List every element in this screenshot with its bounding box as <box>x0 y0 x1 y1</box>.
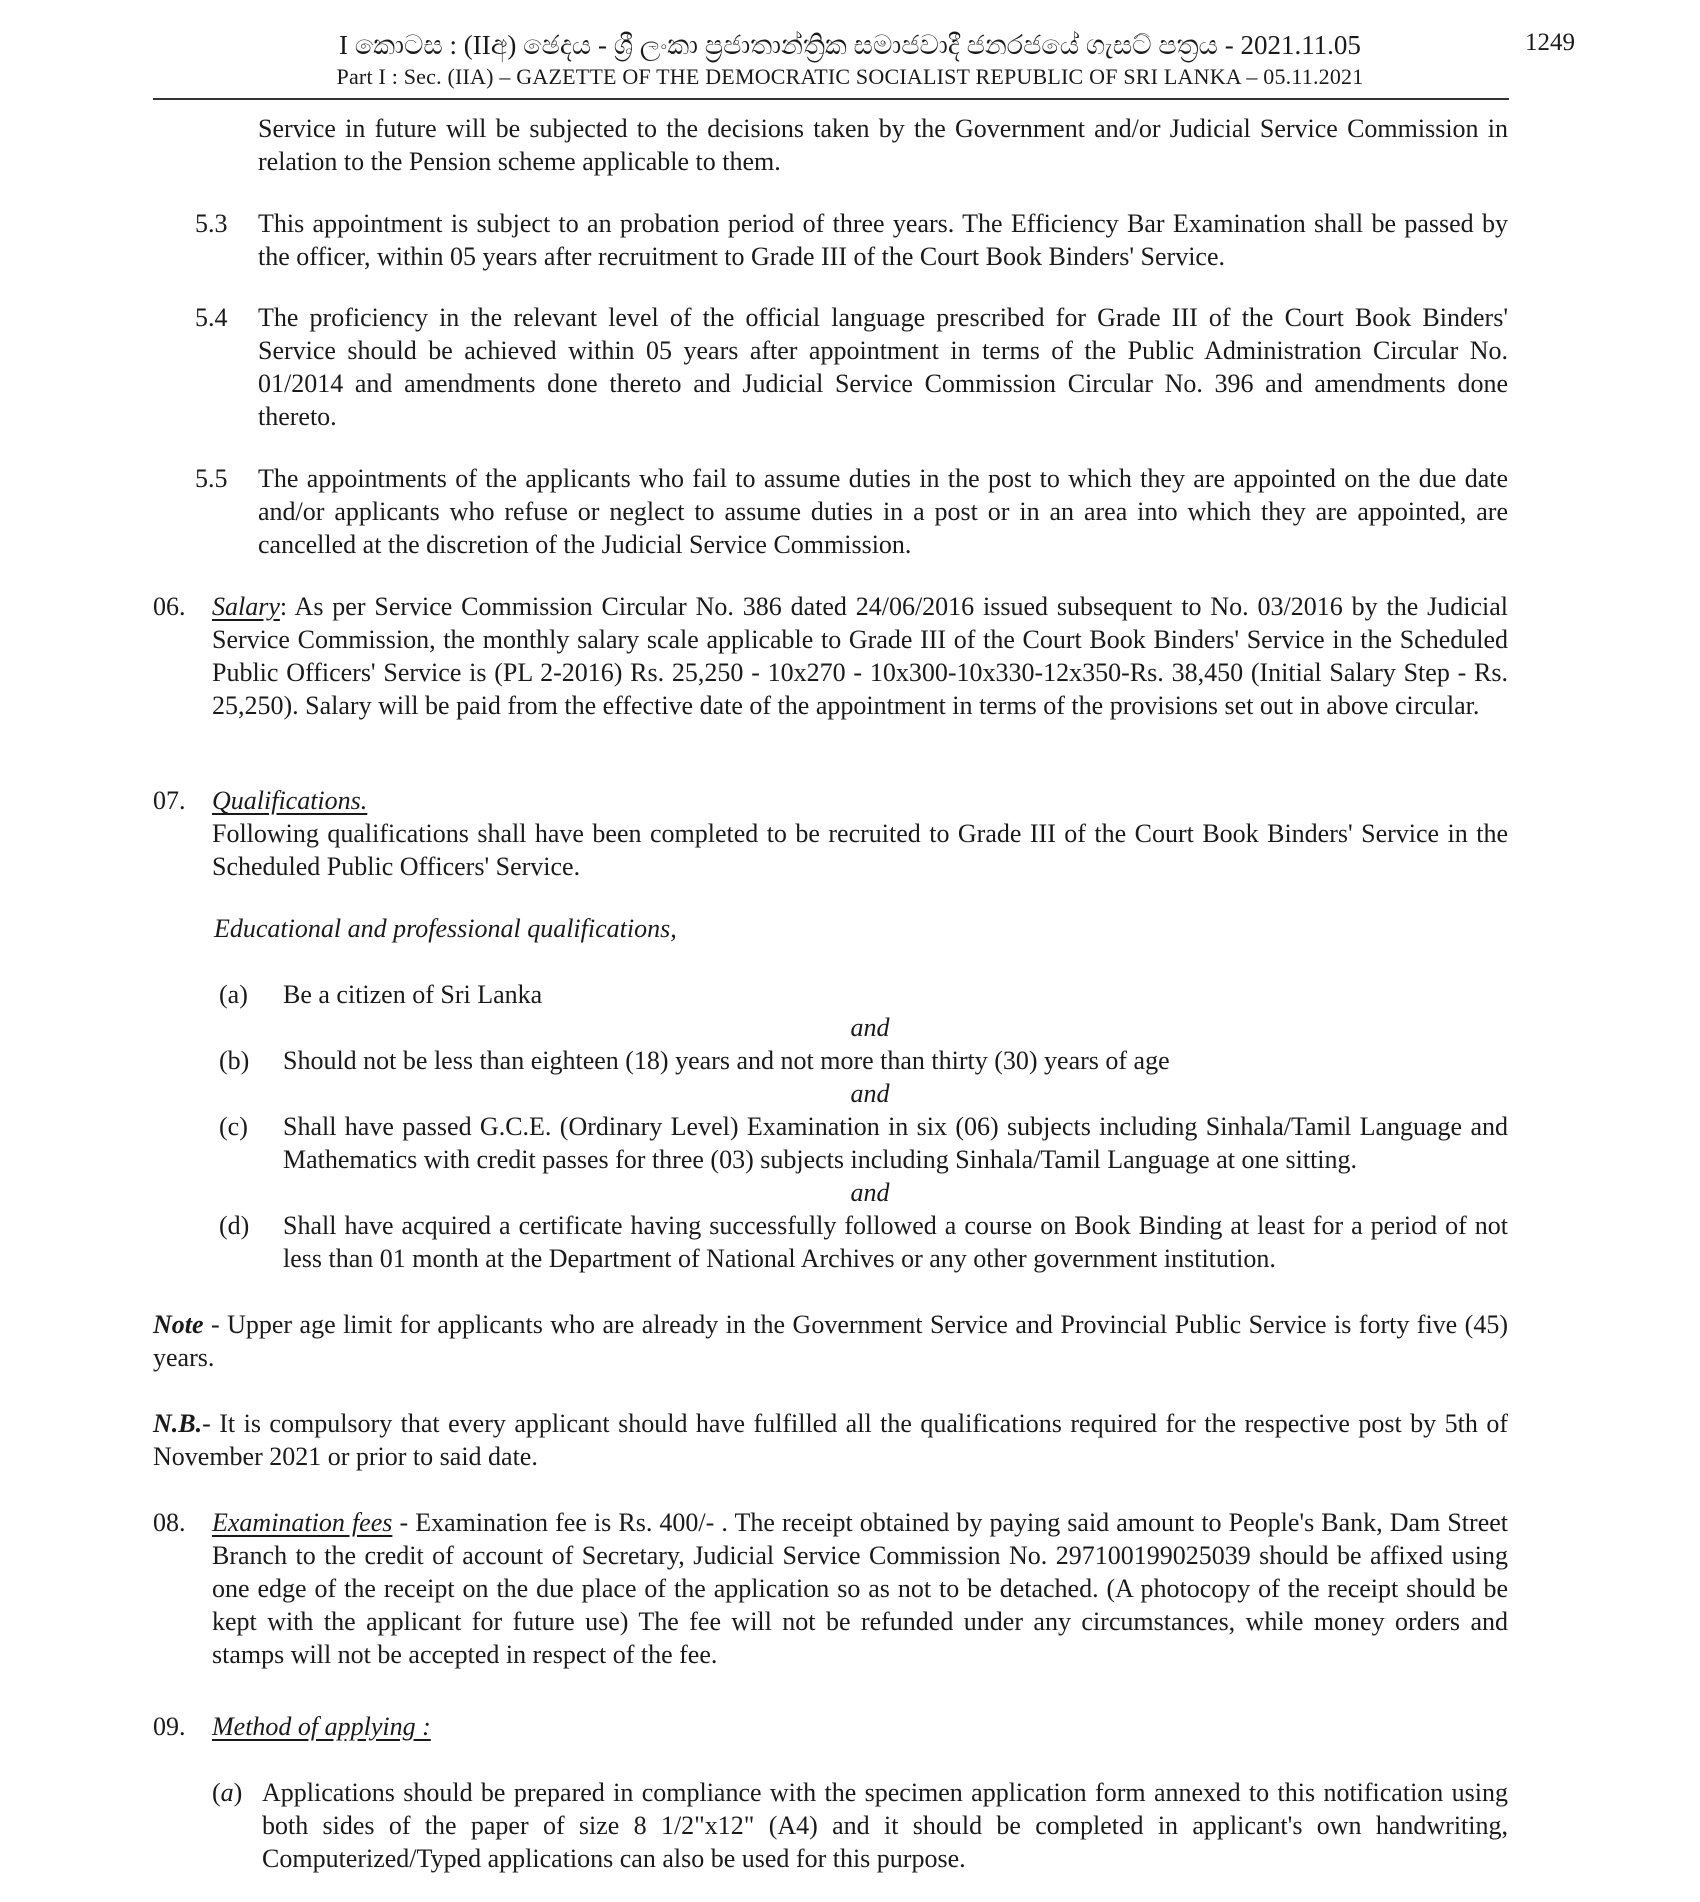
qualifications-subheading: Educational and professional qualifications, <box>214 914 677 943</box>
item-d-text: Shall have acquired a certificate having successfully followed a course on Book Binding at least for a period of not less than 01 month at the Department of National Archives or any other government institution. <box>283 1211 1508 1273</box>
section-salary <box>212 590 1508 722</box>
header-rule <box>153 98 1509 100</box>
nb-paragraph <box>153 1407 1508 1473</box>
qualifications-heading: Qualifications. <box>212 786 368 815</box>
item-c-text: Shall have passed G.C.E. (Ordinary Level) Examination in six (06) subjects including Sinhala/Tamil Language and Mathematics with credit passes for three (03) subjects including Sinhala/Tamil Language at one sitting. <box>283 1112 1508 1174</box>
section-number: 08. <box>153 1508 186 1537</box>
note-label: Note <box>153 1310 204 1339</box>
section-number: 07. <box>153 786 186 815</box>
examination-fees-text: - Examination fee is Rs. 400/- . The receipt obtained by paying said amount to People's Bank, Dam Street Branch to the credit of account of Secretary, Judicial Service Commission No. 297100199025039 should be affixed using one edge of the receipt on the due place of the application so as not to be detached. (A photocopy of the receipt should be kept with the applicant for future use) The fee will not be refunded under any circumstances, while money orders and stamps will not be accepted in respect of the fee. <box>212 1508 1508 1669</box>
note-paragraph <box>153 1308 1508 1374</box>
method-of-applying-heading: Method of applying : <box>212 1712 431 1741</box>
clause-5-3-text: This appointment is subject to an probation period of three years. The Efficiency Bar Examination shall be passed by the officer, within 05 years after recruitment to Grade III of the Court Book Binders' Service. <box>258 209 1508 271</box>
item-a-text: Be a citizen of Sri Lanka <box>283 980 543 1009</box>
salary-heading: Salary <box>212 592 280 621</box>
examination-fees-heading: Examination fees <box>212 1508 393 1537</box>
method-item-a-text: Applications should be prepared in compliance with the specimen application form annexed to this notification using both sides of the paper of size 8 1/2"x12" (A4) and it should be completed in applicant's own handwriting, Computerized/Typed applications can also be used for this purpose. <box>262 1778 1508 1873</box>
nb-label: N.B. <box>153 1409 203 1438</box>
clause-number: 5.3 <box>195 209 228 238</box>
note-text: - Upper age limit for applicants who are already in the Government Service and Provincial Public Service is forty five (45) years. <box>153 1310 1508 1372</box>
salary-text: : As per Service Commission Circular No. 386 dated 24/06/2016 issued subsequent to No. 03/2016 by the Judicial Service Commission, the monthly salary scale applicable to Grade III of the Court Book Binders' Service in the Scheduled Public Officers' Service is (PL 2-2016) Rs. 25,250 - 10x270 - 10x300-10x330-12x350-Rs. 38,450 (Initial Salary Step - Rs. 25,250). Salary will be paid from the effective date of the appointment in terms of the provisions set out in above circular. <box>212 592 1508 720</box>
connector-and: and <box>850 1013 890 1042</box>
item-label: (c) <box>219 1112 248 1141</box>
header-sinhala-line: I කොටස : (IIඅ) ඡෙදය - ශ්‍රී ලංකා ප්‍රජාතාන්ත්‍රික සමාජවාදී ජනරජයේ ගැසට් පත්‍රය - 2021.11.05 <box>339 30 1361 60</box>
clause-number: 5.4 <box>195 303 228 332</box>
continuation-paragraph: Service in future will be subjected to the decisions taken by the Government and/or Judicial Service Commission in relation to the Pension scheme applicable to them. <box>258 114 1508 176</box>
clause-number: 5.5 <box>195 464 228 493</box>
item-label: (a) <box>212 1778 243 1807</box>
clause-5-4-text: The proficiency in the relevant level of the official language prescribed for Grade III of the Court Book Binders' Service should be achieved within 05 years after appointment in terms of the Public Administration Circular No. 01/2014 and amendments done thereto and Judicial Service Commission Circular No. 396 and amendments done thereto. <box>258 303 1508 431</box>
item-label: (d) <box>219 1211 250 1240</box>
item-label: (a) <box>219 980 248 1009</box>
section-number: 09. <box>153 1712 186 1741</box>
section-examination-fees <box>212 1506 1508 1671</box>
page-number: 1249 <box>1525 29 1575 56</box>
qualifications-intro: Following qualifications shall have been completed to be recruited to Grade III of the Court Book Binders' Service in the Scheduled Public Officers' Service. <box>212 819 1508 881</box>
item-label: (b) <box>219 1046 250 1075</box>
clause-5-5-text: The appointments of the applicants who fail to assume duties in the post to which they are appointed on the due date and/or applicants who refuse or neglect to assume duties in a post or in an area into which they are appointed, are cancelled at the discretion of the Judicial Service Commission. <box>258 464 1508 559</box>
header-english-line: Part I : Sec. (IIA) – GAZETTE OF THE DEMOCRATIC SOCIALIST REPUBLIC OF SRI LANKA – 05.11.2021 <box>336 64 1364 89</box>
section-number: 06. <box>153 592 186 621</box>
nb-text: - It is compulsory that every applicant should have fulfilled all the qualifications required for the respective post by 5th of November 2021 or prior to said date. <box>153 1409 1508 1471</box>
connector-and: and <box>850 1178 890 1207</box>
connector-and: and <box>850 1079 890 1108</box>
item-b-text: Should not be less than eighteen (18) years and not more than thirty (30) years of age <box>283 1046 1170 1075</box>
